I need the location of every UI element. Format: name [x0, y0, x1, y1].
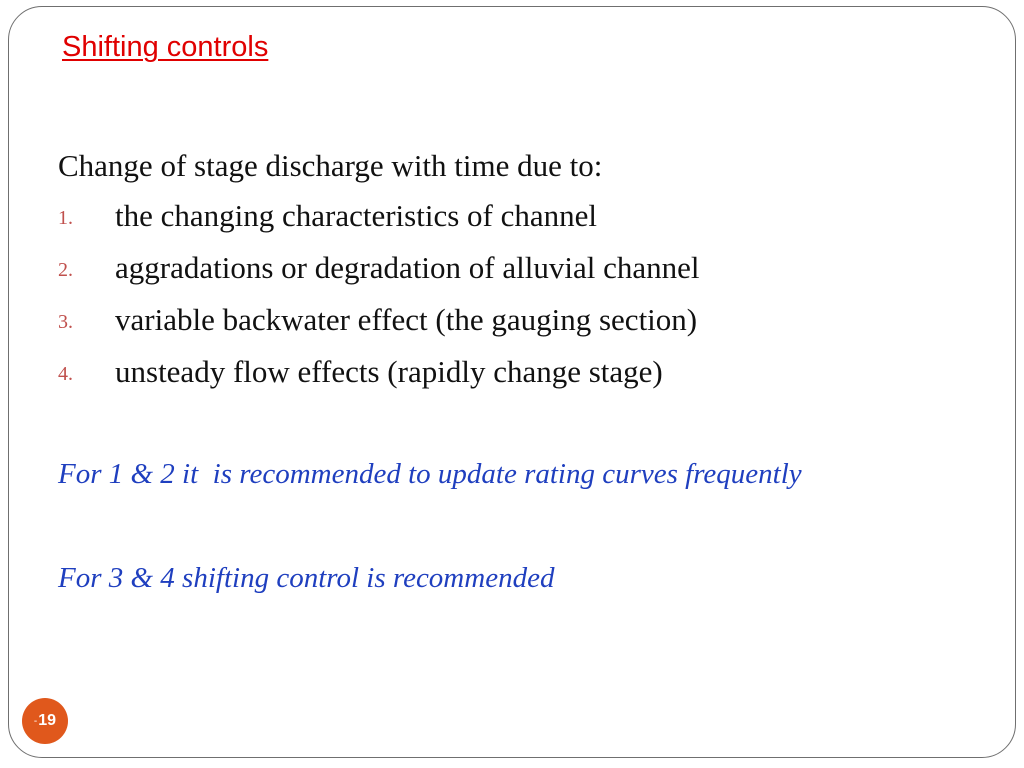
recommendation-note-1: For 1 & 2 it is recommended to update rating curves frequently	[58, 458, 802, 490]
list-item-text: unsteady flow effects (rapidly change stage)	[115, 354, 663, 389]
page-number: 19	[38, 712, 57, 729]
list-number: 2.	[58, 259, 73, 281]
list-number: 3.	[58, 311, 73, 333]
list-number: 1.	[58, 207, 73, 229]
page-number-prefix: -	[33, 715, 38, 727]
list-number: 4.	[58, 363, 73, 385]
list-item-text: variable backwater effect (the gauging section)	[115, 302, 698, 337]
slide-title: Shifting controls	[62, 31, 269, 63]
recommendation-note-2: For 3 & 4 shifting control is recommended	[58, 562, 555, 594]
intro-text: Change of stage discharge with time due to:	[58, 148, 603, 183]
list-item-text: aggradations or degradation of alluvial channel	[115, 250, 700, 285]
list-item-text: the changing characteristics of channel	[115, 198, 597, 233]
page-number-badge	[22, 698, 68, 744]
